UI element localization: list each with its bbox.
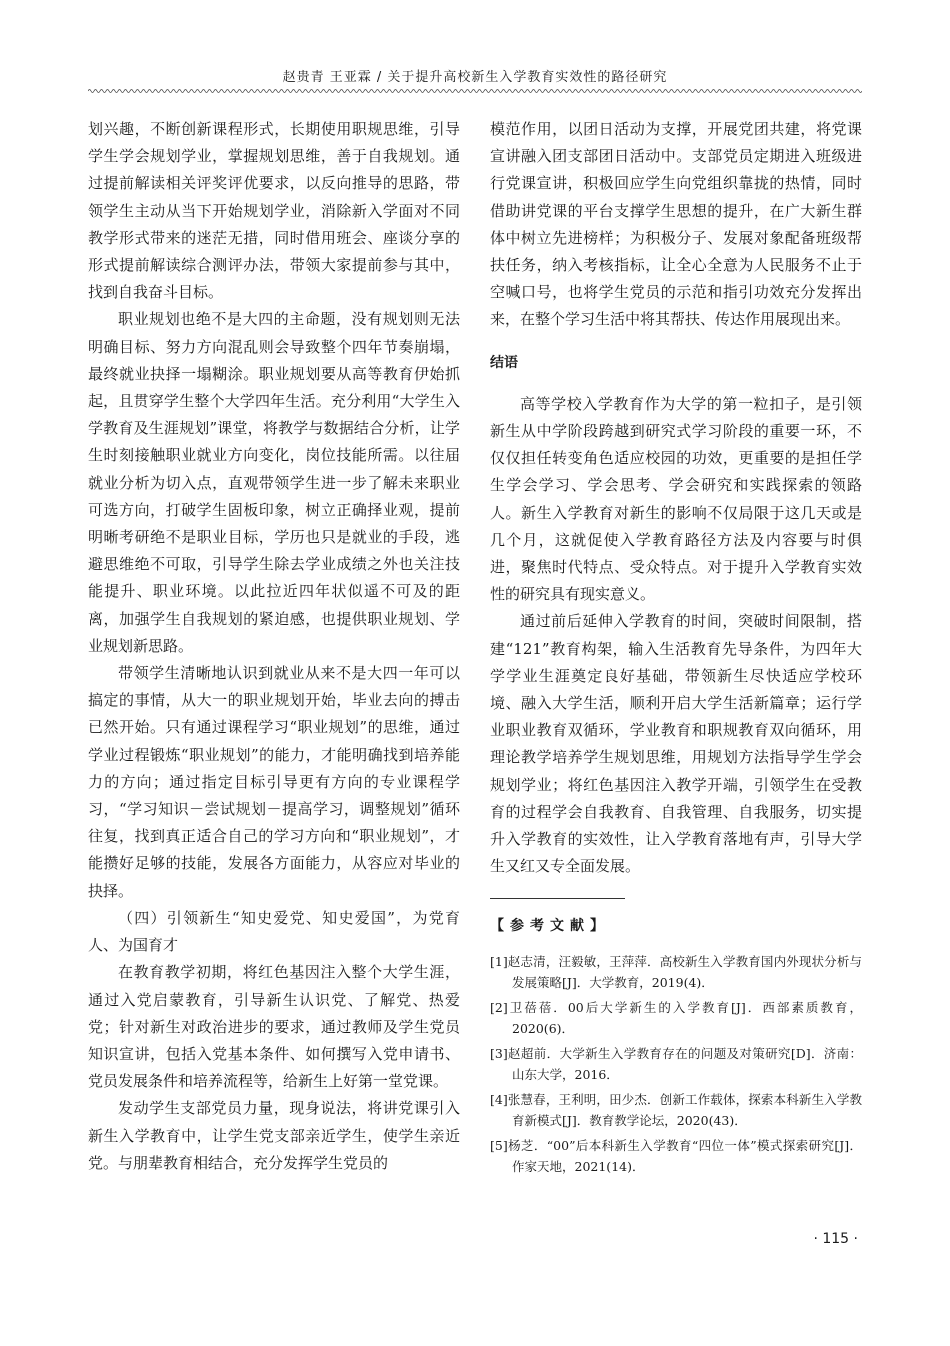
body-paragraph: 发动学生支部党员力量，现身说法，将讲党课引入新生入学教育中，让学生党支部亲近学生，使学生亲近党。与朋辈教育相结合，充分发挥学生党员的 [88,1099,460,1172]
reference-item: [5]杨芝．“00”后本科新生入学教育“四位一体”模式探索研究[J]．作家天地，2021(14)． [490,1137,862,1174]
running-header: 赵贵青 王亚霖 / 关于提升高校新生入学教育实效性的路径研究 [282,70,668,85]
body-paragraph: 职业规划也绝不是大四的主命题，没有规划则无法明确目标、努力方向混乱则会导致整个四年节奏崩塌，最终就业抉择一塌糊涂。职业规划要从高等教育伊始抓起，且贯穿学生整个大学四年生活。充分利用“大学生入学教育及生涯规划”课堂，将教学与数据结合分析，让学生时刻接触职业就业方向变化，岗位技能所需。以往届就业分析为切入点，直观带领学生进一步了解未来职业可选方向，打破学生固板印象，树立正确择业观，提前明晰考研绝不是职业目标，学历也只是就业的手段，逃避思维绝不可取，引导学生除去学业成绩之外也关注技能提升、职业环境。以此拉近四年状似遥不可及的距离，加强学生自我规划的紧迫感，也提供职业规划、学业规划新思路。 [88,310,460,655]
left-column [88,116,460,1177]
body-paragraph: 模范作用，以团日活动为支撑，开展党团共建，将党课宣讲融入团支部团日活动中。支部党员定期进入班级进行党课宣讲，积极回应学生向党组织靠拢的热情，同时借助讲党课的平台支撑学生思想的提升，在广大新生群体中树立先进榜样；为积极分子、发展对象配备班级帮扶任务，纳入考核指标，让全心全意为人民服务不止于空喊口号，也将学生党员的示范和指引功效充分发挥出来，在整个学习生活中将其帮扶、传达作用展现出来。 [490,120,862,329]
right-column [490,116,862,1181]
body-paragraph: 在教育教学初期，将红色基因注入整个大学生涯，通过入党启蒙教育，引导新生认识党、了解党、热爱党；针对新生对政治进步的要求，通过教师及学生党员知识宣讲，包括入党基本条件、如何撰写入党申请书、党员发展条件和培养流程等，给新生上好第一堂党课。 [88,963,460,1091]
body-paragraph: 带领学生清晰地认识到就业从来不是大四一年可以搞定的事情，从大一的职业规划开始，毕业去向的搏击已然开始。只有通过课程学习“职业规划”的思维，通过学业过程锻炼“职业规划”的能力，才能明确找到培养能力的方向；通过指定目标引导更有方向的专业课程学习，“学习知识－尝试规划－提高学习，调整规划”循环往复，找到真正适合自己的学习方向和“职业规划”，才能攒好足够的技能，发展各方面能力，从容应对毕业的抉择。 [88,664,460,900]
body-paragraph: 高等学校入学教育作为大学的第一粒扣子，是引领新生从中学阶段跨越到研究式学习阶段的重要一环，不仅仅担任转变角色适应校园的功效，更重要的是担任学生学会学习、学会思考、学会研究和实践探索的领路人。新生入学教育对新生的影响不仅局限于这几天或是几个月，这就促使入学教育路径方法及内容要与时俱进，聚焦时代特点、受众特点。对于提升入学教育实效性的研究具有现实意义。 [490,394,862,604]
body-paragraph: 通过前后延伸入学教育的时间，突破时间限制，搭建“121”教育构架，输入生活教育先导条件，为四年大学学业生涯奠定良好基础，带领新生尽快适应学校环境、融入大学生活，顺利开启大学生活新篇章；运行学业职业教育双循环，学业教育和职规教育双向循环，用理论教学培养学生规划思维，用规划方法指导学生学会规划学业；将红色基因注入教学开端，引领学生在受教育的过程学会自我教育、自我管理、自我服务，切实提升入学教育的实效性，让入学教育落地有声，引导大学生又红又专全面发展。 [490,612,862,876]
references-divider [490,898,625,899]
reference-item: [3]赵超前．大学新生入学教育存在的问题及对策研究[D]．济南：山东大学，2016． [490,1045,862,1082]
reference-item: [4]张慧春，王利明，田少杰．创新工作载体，探索本科新生入学教育新模式[J]．教育教学论坛，2020(43)． [490,1091,862,1128]
page-number: · 115 · [813,1231,858,1247]
subsection-heading: （四）引领新生“知史爱党、知史爱国”，为党育人、为国育才 [88,908,460,955]
references-heading: 【参考文献】 [490,918,610,935]
reference-item: [2]卫蓓蓓．00后大学新生的入学教育[J]．西部素质教育，2020(6)． [490,999,862,1036]
conclusion-heading: 结语 [490,354,518,371]
reference-item: [1]赵志清，汪毅敏，王萍萍．高校新生入学教育国内外现状分析与发展策略[J]．大学教育，2019(4)． [490,953,862,990]
body-paragraph: 划兴趣，不断创新课程形式，长期使用职规思维，引导学生学会规划学业，掌握规划思维，善于自我规划。通过提前解读相关评奖评优要求，以反向推导的思路，带领学生主动从当下开始规划学业，消除新入学面对不同教学形式带来的迷茫无措，同时借用班会、座谈分享的形式提前解读综合测评办法，带领大家提前参与其中，找到自我奋斗目标。 [88,120,460,302]
header-wavy-rule [88,88,862,94]
